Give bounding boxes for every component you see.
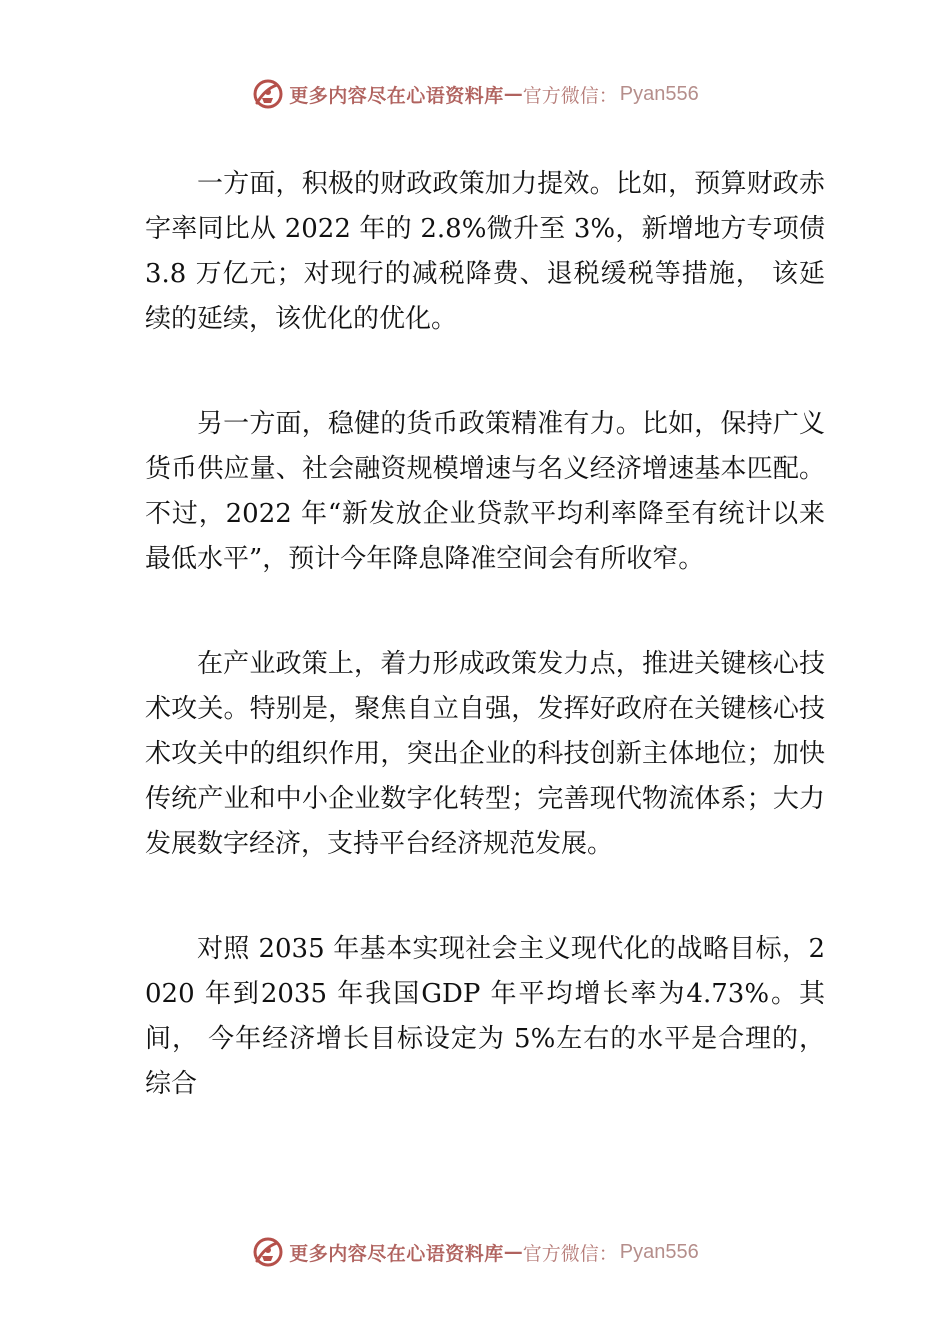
banner-brand-text: 更多内容尽在心语资料库 bbox=[289, 1242, 504, 1265]
footer-banner bbox=[0, 1232, 950, 1272]
banner-brand-text: 更多内容尽在心语资料库 bbox=[289, 84, 504, 107]
document-body bbox=[145, 162, 825, 1107]
brand-logo-icon bbox=[251, 1235, 285, 1269]
paragraph: 另一方面，稳健的货币政策精准有力。比如，保持广义货币供应量、社会融资规模增速与名义经济增速基本匹配。不过，2022 年“新发放企业贷款平均利率降至有统计以来最低水平”，预计今年降息降准空间会有所收窄。 bbox=[145, 409, 825, 574]
paragraph: 对照 2035 年基本实现社会主义现代化的战略目标，2020 年到2035 年我国GDP 年平均增长率为4.73%。其间， 今年经济增长目标设定为 5%左右的水平是合理的，综合 bbox=[145, 934, 825, 1099]
banner-wechat-label: 官方微信： bbox=[522, 1242, 618, 1265]
paragraph: 在产业政策上，着力形成政策发力点，推进关键核心技术攻关。特别是，聚焦自立自强，发挥好政府在关键核心技术攻关中的组织作用，突出企业的科技创新主体地位；加快传统产业和中小企业数字化转型；完善现代物流体系；大力发展数字经济，支持平台经济规范发展。 bbox=[145, 649, 825, 859]
header-banner bbox=[0, 74, 950, 114]
banner-wechat-label: 官方微信： bbox=[522, 84, 618, 107]
paragraph: 一方面，积极的财政政策加力提效。比如，预算财政赤字率同比从 2022 年的 2.8%微升至 3%，新增地方专项债 3.8 万亿元；对现行的减税降费、退税缓税等措施， 该延续的延续，该优化的优化。 bbox=[145, 169, 825, 334]
brand-logo-icon bbox=[251, 77, 285, 111]
banner-separator: — bbox=[503, 83, 523, 105]
banner-separator: — bbox=[503, 1241, 523, 1263]
banner-wechat-id: Pyan556 bbox=[619, 1240, 699, 1263]
banner-wechat-id: Pyan556 bbox=[619, 82, 699, 105]
